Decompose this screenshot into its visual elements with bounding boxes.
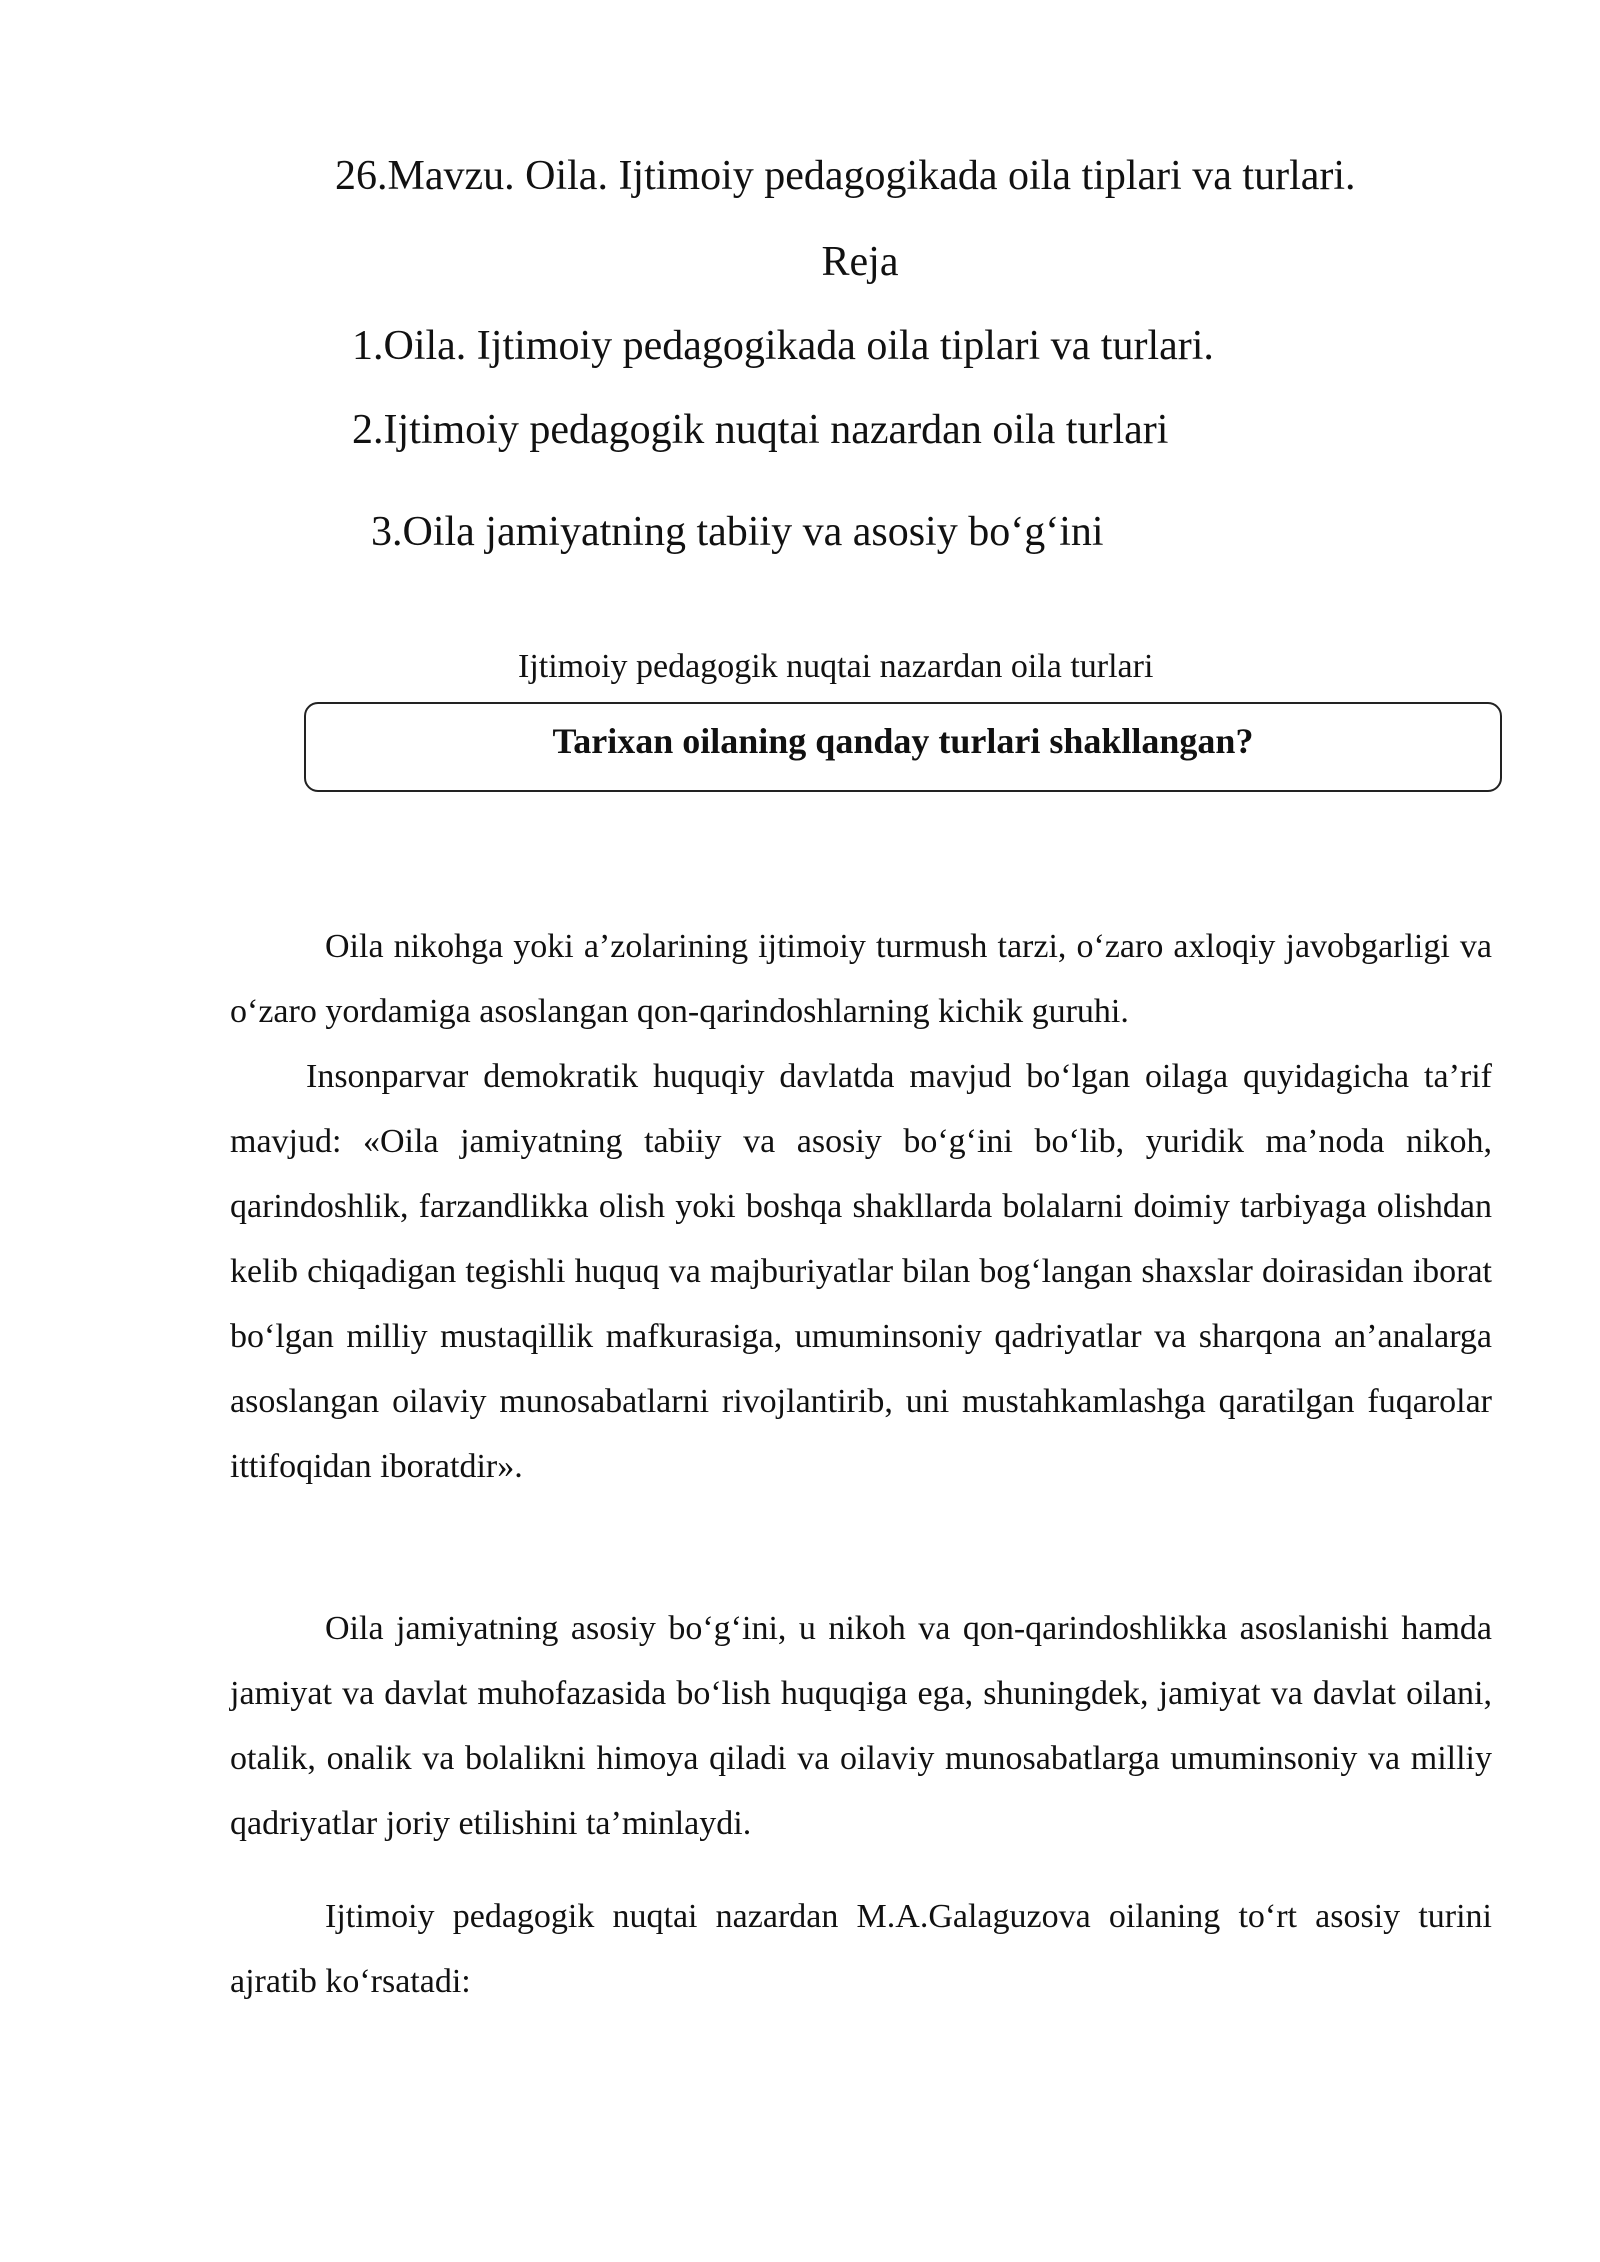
paragraph-legal-definition: Insonparvar demokratik huquqiy davlatda mavjud bo‘lgan oilaga quyidagicha ta’rif mavjud: «Oila jamiyatning tabiiy va asosiy bo‘g‘ini bo‘lib, yuridik ma’noda nikoh, qarindoshlik, farzandlikka olish yoki boshqa shakllarda bolalarni doimiy tarbiyaga olishdan kelib chiqadigan tegishli huquq va majburiyatlar bilan bog‘langan shaxslar doirasidan iborat bo‘lgan milliy mustaqillik mafkurasiga, umuminsoniy qadriyatlar va sharqona an’analarga asoslangan oilaviy munosabatlarni rivojlantirib, uni mustahkamlashga qaratilgan fuqarolar ittifoqidan iboratdir». [230,1058,1492,1485]
plan-item-3: 3.Oila jamiyatning tabiiy va asosiy bo‘g‘ini [371,509,1104,555]
paragraph-family-types-intro: Ijtimoiy pedagogik nuqtai nazardan M.A.Galaguzova oilaning to‘rt asosiy turini ajratib ko‘rsatadi: [230,1898,1492,2000]
document-title: 26.Mavzu. Oila. Ijtimoiy pedagogikada oila tiplari va turlari. [335,153,1356,199]
paragraph-definition: Oila nikohga yoki a’zolarining ijtimoiy turmush tarzi, o‘zaro axloqiy javobgarligi va o‘zaro yordamiga asoslangan qon-qarindoshlarning kichik guruhi. [230,928,1492,1030]
section-caption: Ijtimoiy pedagogik nuqtai nazardan oila turlari [518,648,1154,685]
paragraph-family-basis: Oila jamiyatning asosiy bo‘g‘ini, u nikoh va qon-qarindoshlikka asoslanishi hamda jamiyat va davlat muhofazasida bo‘lish huquqiga ega, shuningdek, jamiyat va davlat oilani, otalik, onalik va bolalikni himoya qiladi va oilaviy munosabatlarga umuminsoniy va milliy qadriyatlar joriy etilishini ta’minlaydi. [230,1610,1492,1842]
plan-item-1: 1.Oila. Ijtimoiy pedagogikada oila tiplari va turlari. [352,323,1214,369]
question-text: Tarixan oilaning qanday turlari shakllangan? [552,721,1254,761]
question-box [304,702,1502,792]
plan-heading: Reja [821,239,899,285]
plan-item-2: 2.Ijtimoiy pedagogik nuqtai nazardan oila turlari [352,407,1169,453]
